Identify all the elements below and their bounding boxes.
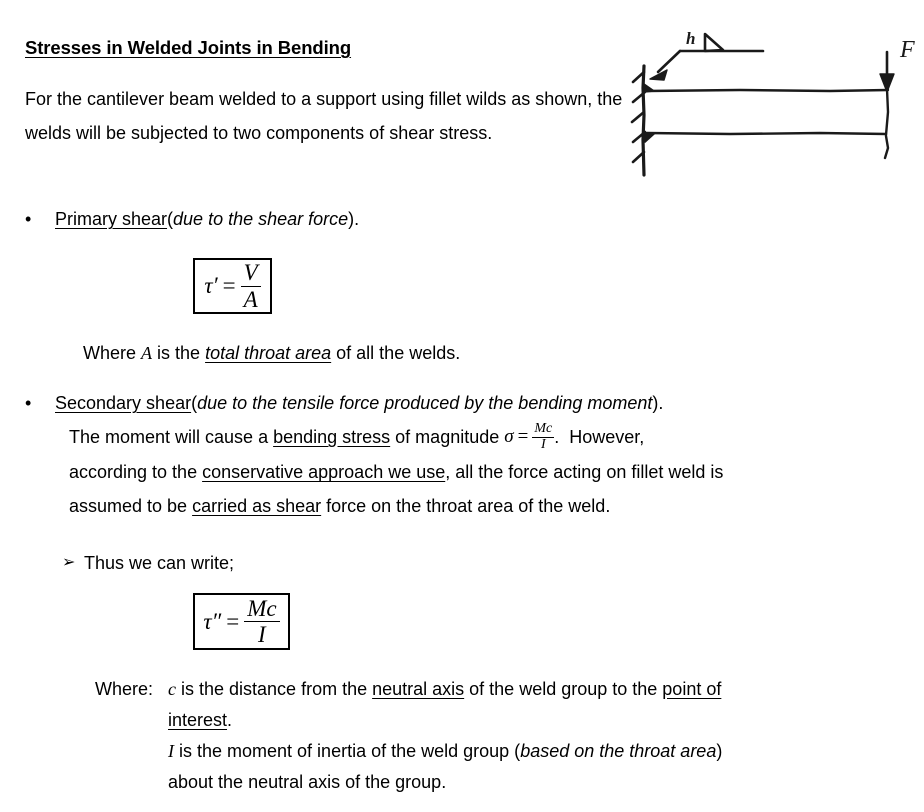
symbol-c: c — [168, 679, 176, 699]
cantilever-beam-diagram — [620, 20, 924, 195]
secondary-shear-body-line-2 — [69, 455, 869, 489]
weld-size-label: h — [686, 29, 696, 48]
line1-text-a: The moment will cause a — [69, 427, 274, 447]
definition-i-text-b: ) — [716, 741, 723, 761]
carried-as-shear-term: carried as shear — [192, 496, 322, 517]
definition-c-text-a: is the distance from the — [176, 679, 373, 699]
fraction-numerator: Mc — [247, 595, 277, 621]
thus-we-can-write-row — [62, 548, 234, 578]
equals-sign: = — [226, 608, 240, 634]
equation-lhs: τ′ — [204, 273, 218, 298]
neutral-axis-term: neutral axis — [372, 679, 465, 699]
primary-shear-bullet-row — [25, 204, 359, 234]
weld-symbol-leader — [658, 51, 680, 72]
based-on-throat-area-note: based on the throat area — [520, 741, 717, 761]
fraction-denominator: A — [241, 286, 261, 311]
line1-text-b: of magnitude — [390, 427, 505, 447]
fraction-denominator: I — [244, 621, 279, 646]
where-prefix: Where — [83, 343, 142, 363]
formula-box-primary-shear — [193, 258, 272, 314]
fillet-weld-symbol-triangle — [705, 34, 723, 51]
definition-c-line-2 — [168, 705, 895, 736]
inline-fraction-denominator: I — [532, 437, 554, 453]
fillet-weld-top — [644, 84, 654, 92]
conservative-approach-term: conservative approach we use — [202, 462, 446, 483]
line3-text-b: force on the throat area of the weld. — [321, 496, 611, 517]
secondary-shear-heading: Secondary shear — [55, 393, 192, 413]
secondary-shear-note-close: ). — [652, 393, 664, 413]
point-of-interest-term-part2: interest — [168, 710, 228, 730]
secondary-shear-note: due to the tensile force produced by the bending moment — [197, 393, 653, 413]
inline-equation-bending-stress — [504, 420, 554, 454]
equals-sign: = — [222, 273, 236, 298]
definition-i-text-a: is the moment of inertia of the weld group ( — [174, 741, 521, 761]
line2-text-b: , all the force acting on fillet weld is — [445, 462, 724, 483]
secondary-shear-body-line-1 — [69, 420, 869, 455]
secondary-shear-body — [69, 420, 869, 523]
equation-secondary-shear — [203, 597, 279, 647]
secondary-shear-bullet-row — [25, 388, 663, 418]
secondary-shear-note-open: ( — [191, 393, 198, 413]
bullet-dot-icon: • — [25, 393, 32, 413]
definition-i-line-2: about the neutral axis of the group. — [168, 772, 447, 792]
arrow-bullet-icon: ➢ — [62, 554, 76, 571]
where-mid: is the — [152, 343, 206, 363]
inline-fraction-numerator: Mc — [534, 421, 553, 437]
primary-shear-note: due to the shear force — [173, 209, 349, 229]
point-of-interest-term-part1: point of — [662, 679, 722, 699]
support-wall-line — [643, 66, 644, 175]
force-label: F — [900, 37, 915, 63]
line3-text-a: assumed to be — [69, 496, 193, 517]
intro-paragraph: For the cantilever beam welded to a support using fillet wilds as shown, the welds will be subjected to two components of shear stress. — [25, 89, 623, 143]
total-throat-area-term: total throat area — [205, 343, 332, 363]
primary-shear-heading: Primary shear — [55, 209, 168, 229]
inline-fraction — [532, 422, 554, 452]
force-arrow-tail — [885, 136, 888, 158]
bending-stress-term: bending stress — [273, 427, 391, 447]
symbol-i: I — [168, 741, 174, 761]
definition-c-line-1 — [168, 674, 895, 705]
inline-equals-sign: = — [517, 426, 529, 448]
primary-shear-line — [55, 204, 359, 234]
where-definitions-block — [95, 674, 895, 798]
equation-primary-shear — [204, 261, 260, 311]
where-label: Where: — [95, 679, 154, 699]
primary-shear-note-close: ). — [348, 209, 360, 229]
inline-equation-lhs: σ — [504, 426, 514, 448]
definition-i-line-1 — [168, 736, 895, 767]
page-title: Stresses in Welded Joints in Bending — [25, 37, 352, 58]
where-suffix: of all the welds. — [331, 343, 461, 363]
equation-lhs: τ″ — [203, 608, 222, 634]
beam-bottom-edge — [647, 133, 886, 134]
fraction — [241, 261, 261, 311]
definition-c-text-c: . — [227, 710, 233, 730]
beam-top-edge — [647, 90, 888, 91]
secondary-shear-body-line-3 — [69, 489, 869, 523]
formula-box-secondary-shear — [193, 593, 290, 650]
beam-right-edge — [886, 89, 888, 135]
line1-tail: . However, — [554, 427, 645, 447]
line2-text-a: according to the — [69, 462, 203, 483]
thus-we-can-write-text: Thus we can write; — [84, 553, 235, 573]
symbol-area: A — [141, 343, 153, 363]
secondary-shear-line — [55, 388, 663, 418]
where-definitions-body — [168, 674, 895, 798]
where-area-line — [83, 339, 460, 367]
fraction — [244, 597, 279, 647]
fillet-weld-bottom — [644, 133, 655, 142]
bullet-dot-icon: • — [25, 209, 32, 229]
fraction-numerator: V — [243, 260, 258, 286]
definition-c-text-b: of the weld group to the — [464, 679, 663, 699]
primary-shear-note-open: ( — [167, 209, 174, 229]
